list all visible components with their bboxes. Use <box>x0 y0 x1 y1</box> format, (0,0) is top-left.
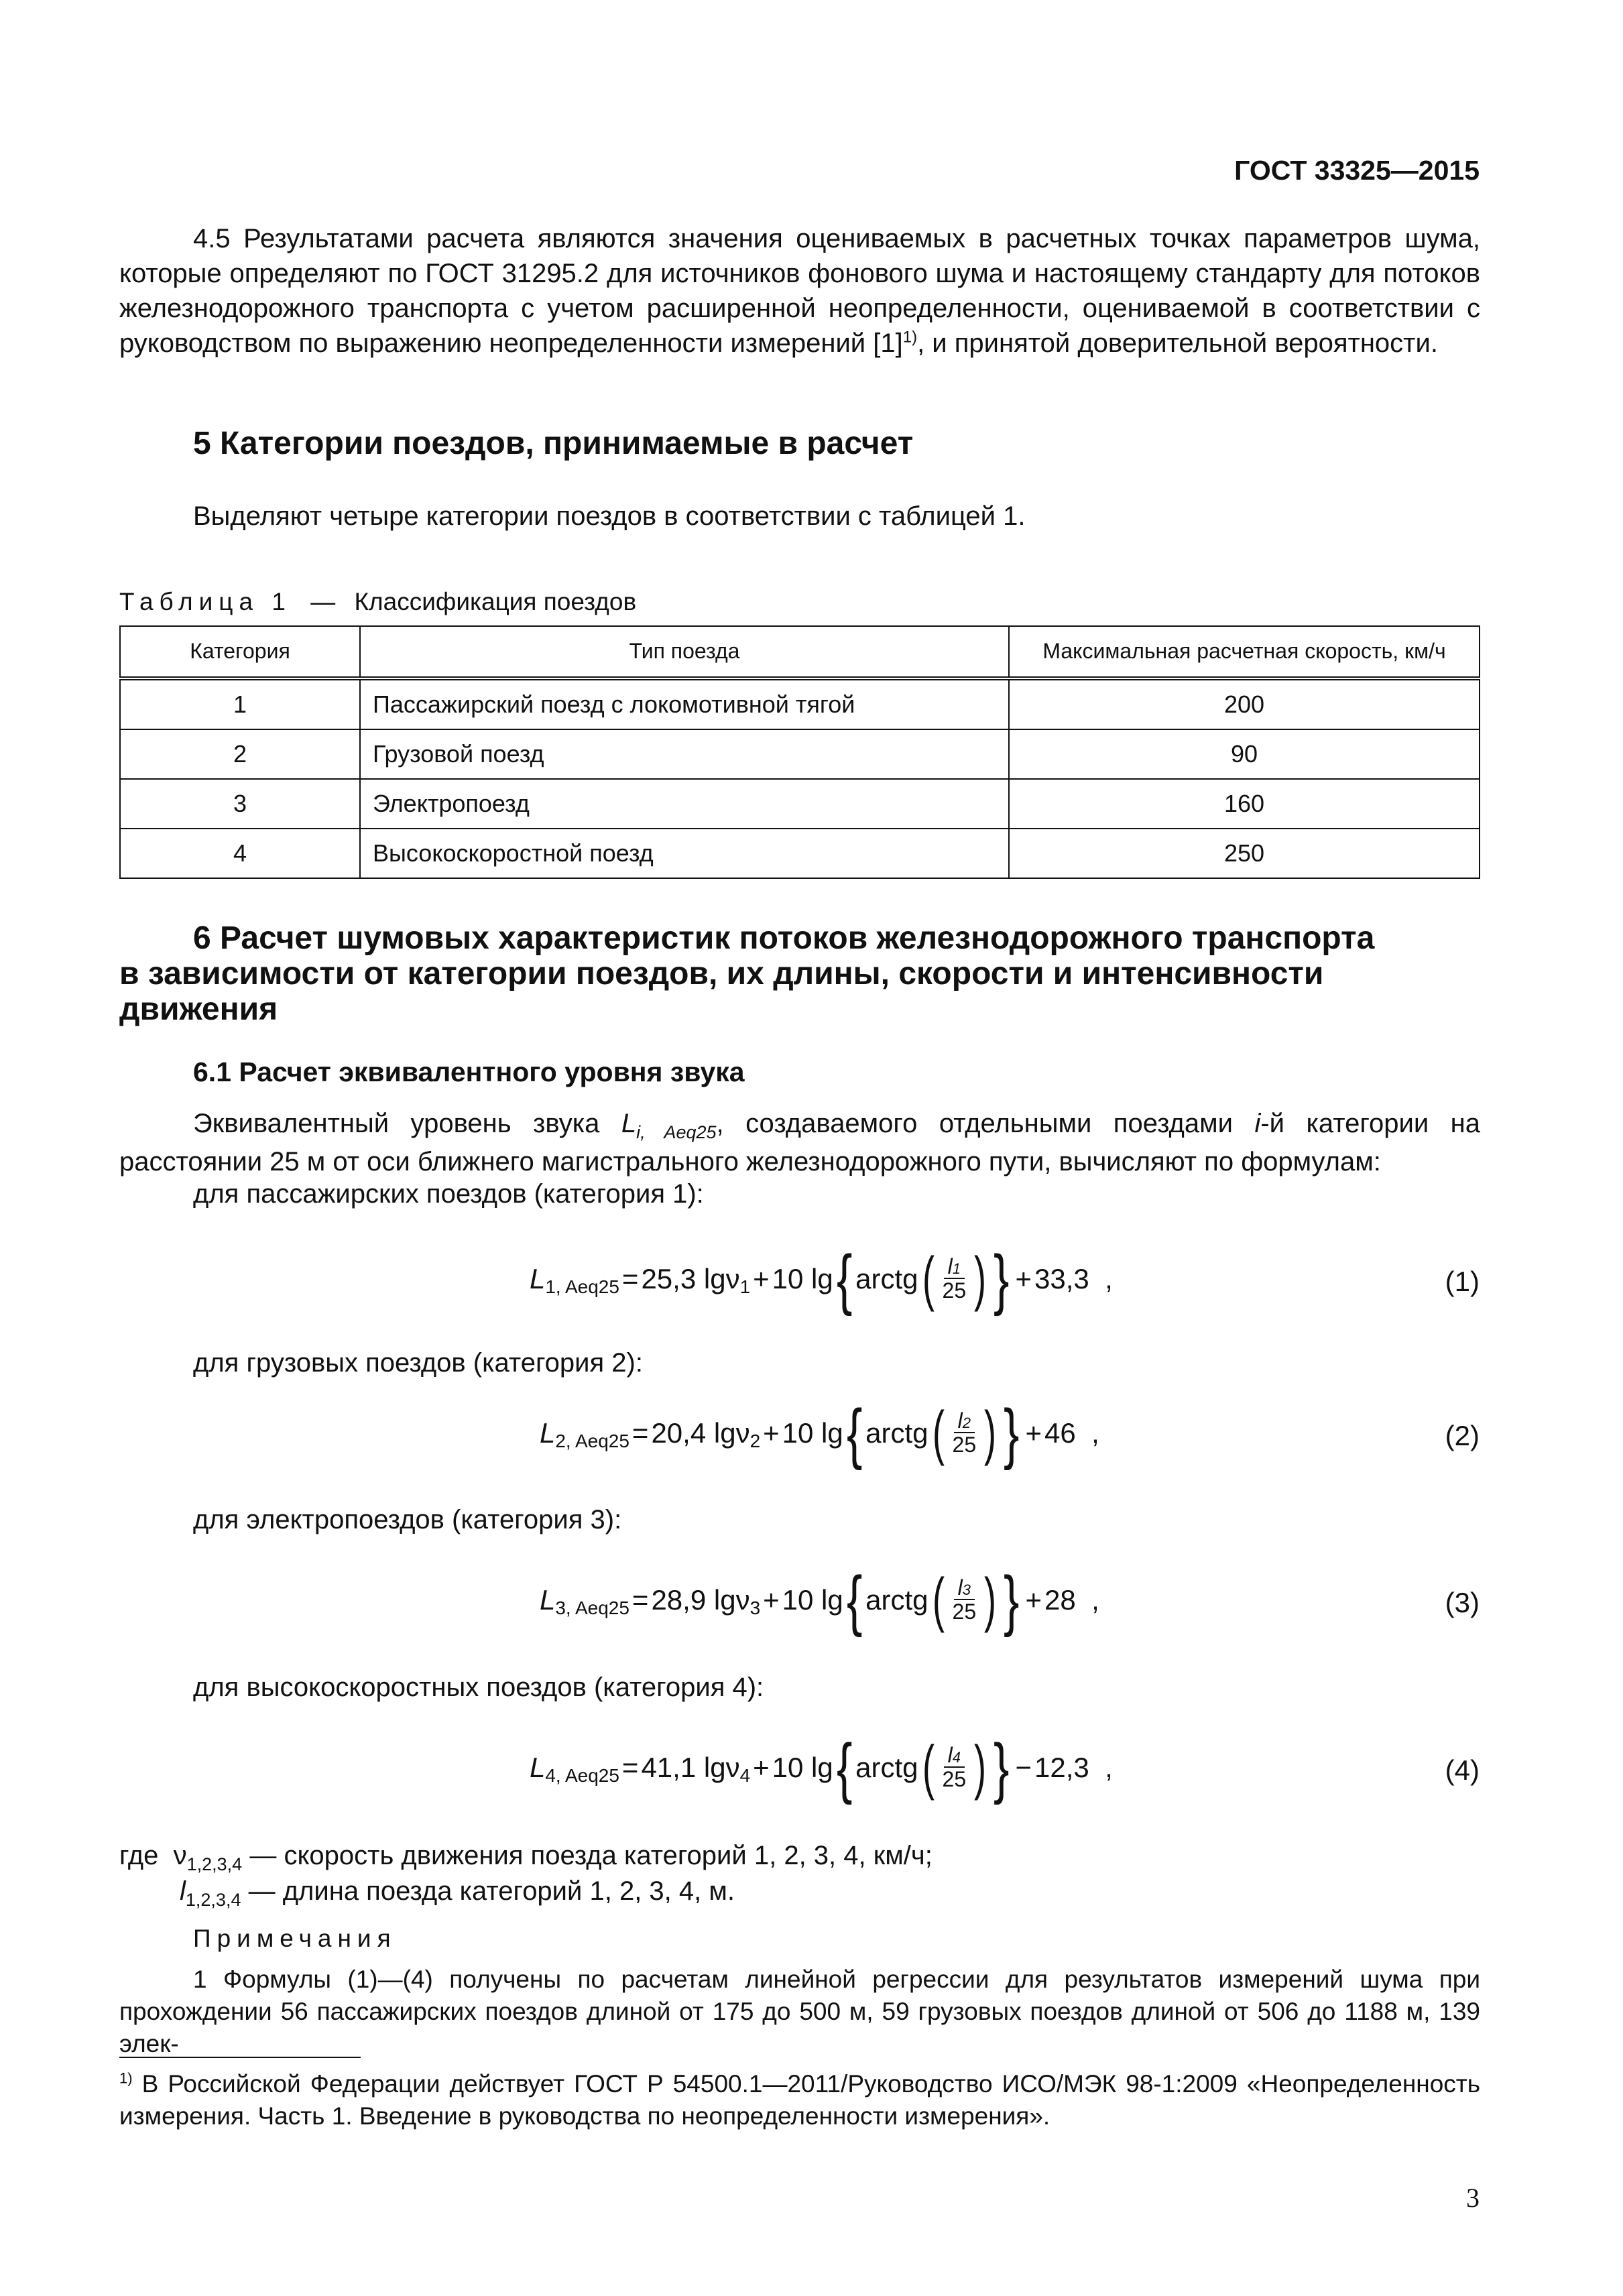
section-6-heading-line: движения <box>119 991 278 1027</box>
formula-lhs-sub: 4, Aeq25 <box>545 1764 619 1786</box>
table-row <box>120 729 1480 779</box>
table-caption-label: Таблица 1 <box>119 588 292 615</box>
formula-fraction: $\frac{l4}{25}$ <box>942 1742 967 1792</box>
where-l-symbol: l <box>180 1876 186 1906</box>
formula-ten: 10 <box>782 1583 814 1616</box>
section-6-heading-line: в зависимости от категории поездов, их длины, скорости и интенсивности <box>119 956 1324 991</box>
footnote-text: В Российской Федерации действует ГОСТ Р 54500.1—2011/Руководство ИСО/МЭК 98-1:2009 «Неопределенность измерения. Часть 1. Введение в руководства по неопределенности измерения». <box>119 2070 1480 2130</box>
formula-lhs: L <box>540 1583 556 1616</box>
formula-v-sub: 3 <box>749 1597 761 1618</box>
table-header-cell: Тип поезда <box>360 626 1009 678</box>
table-cell-type: Электропоезд <box>360 779 1009 829</box>
notes-title: Примечания <box>193 1925 397 1952</box>
formula-lhs: L <box>540 1416 556 1449</box>
section-6-heading-line: 6 Расчет шумовых характеристик потоков железнодорожного транспорта <box>193 920 1375 956</box>
paragraph-number: 4.5 <box>193 224 231 253</box>
equation-number: (4) <box>1445 1754 1480 1786</box>
formula-v-sub: 1 <box>739 1276 751 1297</box>
table-caption-dash: — <box>310 588 336 615</box>
table-cell-category: 2 <box>120 729 360 779</box>
formula-2: L 2, Aeq25 = 20,4 lg ν 2 + 10 lg { arctg ( $\frac{l2}{25}$ ) } + 46 , <box>540 1396 1099 1471</box>
formula-v-sub: 4 <box>739 1764 751 1786</box>
section-5-heading: 5 Категории поездов, принимаемые в расчет <box>193 426 914 461</box>
formula-label: для грузовых поездов (категория 2): <box>193 1348 643 1378</box>
paragraph-text-end: , и принятой доверительной вероятности. <box>917 328 1438 358</box>
section-6-intro <box>119 1106 1480 1179</box>
where-l-sub: 1,2,3,4 <box>185 1890 241 1910</box>
table-cell-type: Грузовой поезд <box>360 729 1009 779</box>
formula-label: для электропоездов (категория 3): <box>193 1505 622 1534</box>
footnote <box>119 2068 1480 2132</box>
section-5-intro: Выделяют четыре категории поездов в соответствии с таблицей 1. <box>193 501 1026 531</box>
formula-sign: + <box>1025 1416 1042 1449</box>
note-1-text: 1 Формулы (1)—(4) получены по расчетам линейной регрессии для результатов измерений шума при прохождении 56 пассажирских поездов длиной от 175 до 500 м, 59 грузовых поездов длиной от 506 до 1188 м, 139 элек- <box>119 1966 1480 2058</box>
formula-fraction: $\frac{l3}{25}$ <box>952 1575 977 1624</box>
table-caption-title: Классификация поездов <box>354 588 637 615</box>
formula-sign: + <box>1025 1583 1042 1616</box>
table-cell-category: 4 <box>120 829 360 878</box>
symbol-i: i <box>1254 1109 1261 1138</box>
formula-3: L 3, Aeq25 = 28,9 lg ν 3 + 10 lg { arctg ( $\frac{l3}{25}$ ) } + 28 , <box>540 1563 1099 1638</box>
table-cell-type: Высокоскоростной поезд <box>360 829 1009 878</box>
where-v-symbol: ν <box>173 1841 187 1870</box>
symbol-L: L <box>621 1109 637 1138</box>
formula-fraction: $\frac{l1}{25}$ <box>942 1254 967 1303</box>
formula-const: 28 <box>1044 1583 1076 1616</box>
formula-fraction: $\frac{l2}{25}$ <box>952 1408 977 1457</box>
formula-sign: − <box>1015 1751 1032 1783</box>
formula-const: 46 <box>1044 1416 1076 1449</box>
formula-v: ν <box>735 1583 750 1616</box>
footnote-separator <box>119 2057 361 2058</box>
where-v-desc: — скорость движения поезда категорий 1, 2, 3, 4, км/ч; <box>249 1841 933 1870</box>
paragraph-text: Результатами расчета являются значения оцениваемых в расчетных точках параметров шума, которые определяют по ГОСТ 31295.2 для источников фонового шума и настоящему стандарту для потоков железнодорожного транспорта с учетом расширенной неопределенности, оцениваемой в соответствии с руководством по выражению неопределенности измерений [1] <box>119 224 1480 358</box>
formula-v: ν <box>735 1416 750 1449</box>
formula-lhs-sub: 2, Aeq25 <box>555 1430 629 1451</box>
table-cell-speed: 160 <box>1009 779 1480 829</box>
formula-lhs: L <box>530 1751 546 1783</box>
where-line-l <box>180 1874 735 1912</box>
standard-id: ГОСТ 33325—2015 <box>1234 155 1480 186</box>
symbol-L-subscript: i, Aeq25 <box>636 1122 717 1142</box>
formula-lhs-sub: 1, Aeq25 <box>545 1276 619 1297</box>
formula-coef: 41,1 <box>641 1751 697 1783</box>
table-caption <box>119 586 636 618</box>
formula-sign: + <box>1015 1262 1032 1294</box>
table-cell-speed: 250 <box>1009 829 1480 878</box>
page-number: 3 <box>1466 2183 1480 2213</box>
table-cell-category: 1 <box>120 678 360 729</box>
table-cell-speed: 200 <box>1009 678 1480 729</box>
footnote-mark: 1) <box>119 2069 133 2087</box>
formula-lhs-sub: 3, Aeq25 <box>555 1597 629 1618</box>
section-6-heading <box>193 921 1374 957</box>
where-word: где <box>119 1841 159 1870</box>
formula-label: для высокоскоростных поездов (категория 4): <box>193 1673 764 1702</box>
table-cell-speed: 90 <box>1009 729 1480 779</box>
equation-number: (1) <box>1445 1266 1480 1297</box>
train-classification-table <box>119 625 1480 879</box>
table-row <box>120 829 1480 878</box>
table-cell-category: 3 <box>120 779 360 829</box>
formula-ten: 10 <box>772 1262 804 1294</box>
where-v-sub: 1,2,3,4 <box>186 1854 243 1874</box>
formula-const: 33,3 <box>1034 1262 1089 1294</box>
subsection-6-1-heading: 6.1 Расчет эквивалентного уровня звука <box>193 1056 745 1087</box>
formula-ten: 10 <box>782 1416 814 1449</box>
section-6-heading-cont <box>119 957 1480 1028</box>
where-l-desc: — длина поезда категорий 1, 2, 3, 4, м. <box>248 1876 735 1906</box>
formula-const: 12,3 <box>1034 1751 1089 1783</box>
table-row <box>120 678 1480 729</box>
table-row <box>120 779 1480 829</box>
formula-coef: 28,9 <box>651 1583 707 1616</box>
table-header-cell: Категория <box>120 626 360 678</box>
intro-text: , создаваемого отдельными поездами <box>716 1109 1255 1138</box>
table-cell-type: Пассажирский поезд с локомотивной тягой <box>360 678 1009 729</box>
intro-text: -й категории на расстоянии 25 м от оси ближнего магистрального железнодорожного пути, вычисляют по формулам: <box>119 1109 1481 1177</box>
formula-coef: 20,4 <box>651 1416 707 1449</box>
formula-v: ν <box>725 1262 740 1294</box>
paragraph-4-5 <box>119 221 1480 361</box>
formula-label: для пассажирских поездов (категория 1): <box>193 1179 704 1209</box>
formula-lhs: L <box>530 1262 546 1294</box>
footnote-ref[interactable]: 1) <box>902 328 918 347</box>
formula-coef: 25,3 <box>641 1262 697 1294</box>
formula-ten: 10 <box>772 1751 804 1783</box>
equation-number: (2) <box>1445 1420 1480 1451</box>
formula-v: ν <box>725 1751 740 1783</box>
formula-1: L 1, Aeq25 = 25,3 lg ν 1 + 10 lg { arctg ( $\frac{l1}{25}$ ) } + 33,3 , <box>530 1242 1113 1317</box>
intro-text: Эквивалентный уровень звука <box>193 1109 621 1138</box>
table-header-cell: Максимальная расчетная скорость, км/ч <box>1009 626 1480 678</box>
table-header-row <box>120 626 1480 678</box>
equation-number: (3) <box>1445 1587 1480 1618</box>
formula-4: L 4, Aeq25 = 41,1 lg ν 4 + 10 lg { arctg ( $\frac{l4}{25}$ ) } − 12,3 , <box>530 1730 1113 1805</box>
formula-v-sub: 2 <box>749 1430 761 1451</box>
note-1 <box>119 1963 1480 2060</box>
where-line-v <box>119 1838 933 1876</box>
